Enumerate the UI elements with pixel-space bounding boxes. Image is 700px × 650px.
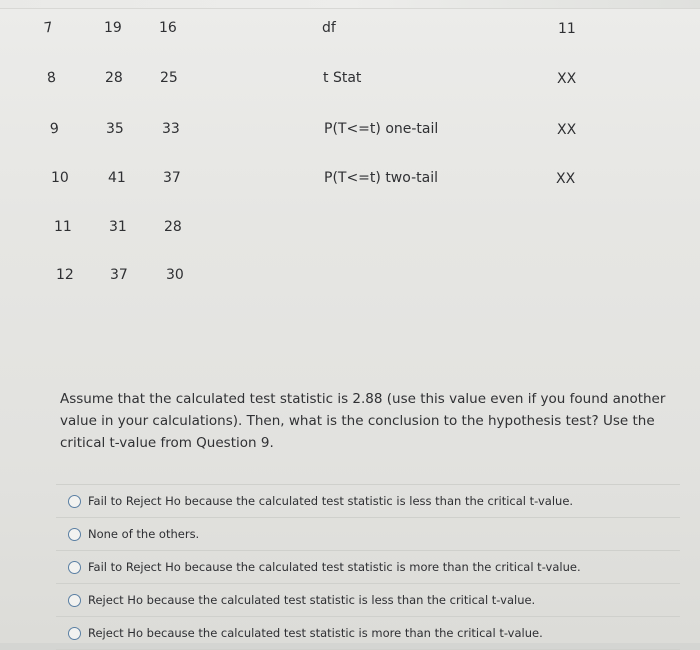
stat-label-p-one-tail: P(T<=t) one-tail	[324, 121, 439, 137]
answer-option-label: None of the others.	[88, 527, 200, 541]
answer-option[interactable]	[56, 583, 680, 616]
stat-value-t-stat: XX	[557, 71, 577, 87]
obs-cell: 12	[56, 267, 74, 283]
after-cell: 25	[160, 70, 178, 86]
obs-cell: 8	[46, 69, 57, 87]
after-cell: 33	[162, 121, 180, 137]
answer-options	[56, 484, 680, 650]
stat-label-t-stat: t Stat	[323, 70, 362, 86]
radio-button[interactable]	[68, 627, 81, 640]
before-cell: 19	[104, 20, 122, 36]
stat-value-p-one-tail: XX	[557, 122, 577, 138]
obs-cell: 11	[54, 219, 72, 235]
after-cell: 37	[163, 170, 181, 186]
answer-option-label: Fail to Reject Ho because the calculated test statistic is more than the critical t-value.	[88, 560, 581, 574]
question-text: Assume that the calculated test statistic is 2.88 (use this value even if you found another value in your calculations). Then, what is the conclusion to the hypothesis test? Use the critical t-value from Question 9.	[60, 391, 666, 451]
after-cell: 30	[166, 267, 184, 283]
before-cell: 35	[106, 121, 124, 137]
stat-value-p-two-tail: XX	[556, 171, 576, 187]
radio-button[interactable]	[68, 528, 81, 541]
answer-option-label: Fail to Reject Ho because the calculated test statistic is less than the critical t-value.	[88, 494, 574, 508]
after-cell: 28	[164, 219, 182, 235]
obs-cell: 9	[49, 120, 60, 138]
obs-cell: 7	[42, 19, 54, 37]
radio-button[interactable]	[68, 495, 81, 508]
answer-option[interactable]	[56, 616, 680, 650]
answer-option[interactable]	[56, 550, 680, 583]
stat-value-df: 11	[558, 21, 576, 37]
before-cell: 41	[108, 170, 126, 186]
answer-option-label: Reject Ho because the calculated test statistic is more than the critical t-value.	[88, 626, 543, 640]
paired-data-table	[0, 8, 700, 368]
radio-button[interactable]	[68, 561, 81, 574]
before-cell: 31	[109, 219, 127, 235]
radio-button[interactable]	[68, 594, 81, 607]
obs-cell: 10	[51, 170, 69, 186]
stat-label-p-two-tail: P(T<=t) two-tail	[324, 170, 438, 186]
after-cell: 16	[159, 20, 177, 36]
before-cell: 28	[105, 70, 123, 86]
answer-option-label: Reject Ho because the calculated test statistic is less than the critical t-value.	[88, 593, 536, 607]
stat-label-df: df	[322, 20, 336, 36]
answer-option[interactable]	[56, 517, 680, 550]
before-cell: 37	[110, 267, 128, 283]
answer-option[interactable]	[56, 484, 680, 517]
